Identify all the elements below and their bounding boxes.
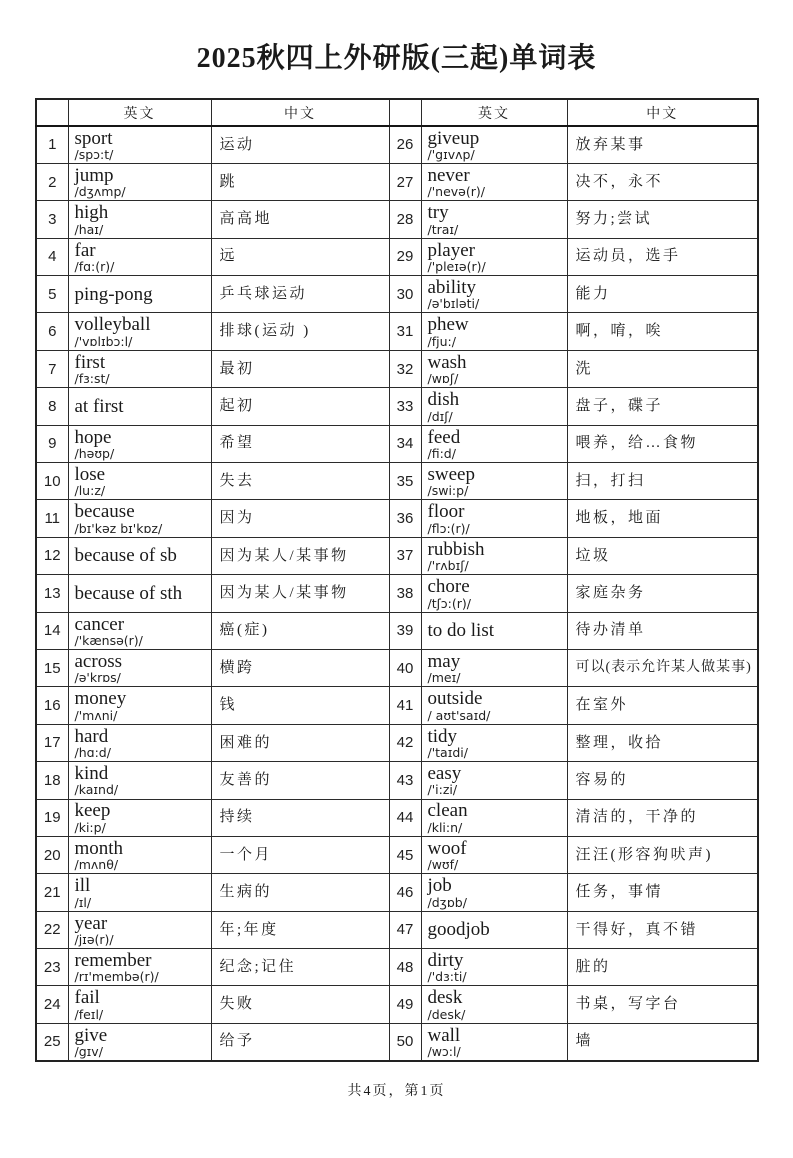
english-word: high <box>74 202 109 224</box>
entry-number: 41 <box>389 687 421 724</box>
english-cell <box>421 949 567 986</box>
entry-number: 27 <box>389 163 421 200</box>
page-footer: 共4页，第1页 <box>347 1083 446 1099</box>
table-row <box>36 163 758 200</box>
english-cell <box>68 463 211 500</box>
english-cell <box>421 612 567 649</box>
english-cell <box>68 612 211 649</box>
table-row <box>36 313 758 350</box>
english-word: giveup <box>427 127 480 149</box>
english-word: sweep <box>427 463 475 485</box>
entry-number: 16 <box>36 687 68 724</box>
phonetic: /'nevə(r)/ <box>427 184 485 200</box>
entry-number: 46 <box>389 874 421 911</box>
phonetic: /kli:n/ <box>427 819 463 835</box>
chinese-meaning: 困难的 <box>211 724 389 761</box>
chinese-meaning: 失败 <box>211 986 389 1023</box>
phonetic: /bɪ'kəz bɪ'kɒz/ <box>74 520 163 536</box>
entry-number: 49 <box>389 986 421 1023</box>
english-cell <box>421 911 567 948</box>
chinese-meaning: 运动员，选手 <box>567 238 758 275</box>
entry-number: 26 <box>389 126 421 163</box>
chinese-meaning: 汪汪(形容狗吠声) <box>567 836 758 873</box>
entry-number: 42 <box>389 724 421 761</box>
chinese-meaning: 容易的 <box>567 762 758 799</box>
english-word: player <box>427 239 475 261</box>
phonetic: /hɑ:d/ <box>74 745 111 761</box>
english-cell <box>421 163 567 200</box>
entry-number: 6 <box>36 313 68 350</box>
english-cell <box>421 724 567 761</box>
english-word: desk <box>427 987 463 1009</box>
english-word: hope <box>74 426 112 448</box>
english-cell <box>68 350 211 387</box>
chinese-meaning: 因为 <box>211 500 389 537</box>
chinese-meaning: 任务，事情 <box>567 874 758 911</box>
table-row <box>36 537 758 574</box>
english-cell <box>421 350 567 387</box>
entry-number: 31 <box>389 313 421 350</box>
phonetic: /dʒʌmp/ <box>74 184 126 200</box>
english-cell <box>68 1023 211 1060</box>
english-word: tidy <box>427 725 458 747</box>
chinese-meaning: 干得好，真不错 <box>567 911 758 948</box>
chinese-meaning: 盘子，碟子 <box>567 388 758 425</box>
english-word: rubbish <box>427 538 485 560</box>
english-cell <box>421 500 567 537</box>
entry-number: 20 <box>36 836 68 873</box>
entry-number: 30 <box>389 276 421 313</box>
table-row <box>36 350 758 387</box>
chinese-meaning: 在室外 <box>567 687 758 724</box>
chinese-meaning: 清洁的，干净的 <box>567 799 758 836</box>
english-word: lose <box>74 463 106 485</box>
header-row <box>36 99 758 126</box>
english-cell <box>68 687 211 724</box>
english-cell <box>68 799 211 836</box>
phonetic: /traɪ/ <box>427 221 459 237</box>
phonetic: /swi:p/ <box>427 483 469 499</box>
entry-number: 32 <box>389 350 421 387</box>
english-word: because <box>74 501 135 523</box>
phonetic: /wɒʃ/ <box>427 371 459 387</box>
english-word: may <box>427 650 461 672</box>
chinese-meaning: 书桌，写字台 <box>567 986 758 1023</box>
chinese-meaning: 整理，收拾 <box>567 724 758 761</box>
phonetic: /meɪ/ <box>427 670 461 686</box>
english-word: at first <box>74 395 124 417</box>
english-cell <box>68 986 211 1023</box>
chinese-meaning: 一个月 <box>211 836 389 873</box>
table-row <box>36 612 758 649</box>
english-word: phew <box>427 314 469 336</box>
entry-number: 21 <box>36 874 68 911</box>
header-chinese-left: 中文 <box>211 99 389 126</box>
english-cell <box>421 276 567 313</box>
english-cell <box>421 463 567 500</box>
chinese-meaning: 运动 <box>211 126 389 163</box>
table-row <box>36 575 758 612</box>
english-word: fail <box>74 987 100 1009</box>
chinese-meaning: 扫，打扫 <box>567 463 758 500</box>
entry-number: 4 <box>36 238 68 275</box>
english-word: goodjob <box>427 919 490 941</box>
phonetic: /mʌnθ/ <box>74 857 119 873</box>
entry-number: 25 <box>36 1023 68 1060</box>
entry-number: 33 <box>389 388 421 425</box>
english-cell <box>68 388 211 425</box>
chinese-meaning: 待办清单 <box>567 612 758 649</box>
entry-number: 35 <box>389 463 421 500</box>
chinese-meaning: 癌(症) <box>211 612 389 649</box>
phonetic: /ki:p/ <box>74 819 106 835</box>
chinese-meaning: 钱 <box>211 687 389 724</box>
chinese-meaning: 高高地 <box>211 201 389 238</box>
english-word: because of sth <box>74 582 183 604</box>
chinese-meaning: 乒乓球运动 <box>211 276 389 313</box>
table-row <box>36 500 758 537</box>
chinese-meaning: 给予 <box>211 1023 389 1060</box>
english-word: dirty <box>427 950 464 972</box>
chinese-meaning: 起初 <box>211 388 389 425</box>
entry-number: 7 <box>36 350 68 387</box>
entry-number: 19 <box>36 799 68 836</box>
english-cell <box>68 537 211 574</box>
chinese-meaning: 垃圾 <box>567 537 758 574</box>
chinese-meaning: 决不，永不 <box>567 163 758 200</box>
english-word: because of sb <box>74 545 177 567</box>
english-word: feed <box>427 426 461 448</box>
phonetic: /'mʌni/ <box>74 707 118 723</box>
english-cell <box>421 874 567 911</box>
entry-number: 10 <box>36 463 68 500</box>
english-cell <box>421 1023 567 1060</box>
chinese-meaning: 地板，地面 <box>567 500 758 537</box>
chinese-meaning: 因为某人/某事物 <box>211 575 389 612</box>
phonetic: /flɔ:(r)/ <box>427 520 470 536</box>
entry-number: 37 <box>389 537 421 574</box>
phonetic: /dʒɒb/ <box>427 894 467 910</box>
english-cell <box>421 986 567 1023</box>
phonetic: /ɪl/ <box>74 894 92 910</box>
english-cell <box>68 874 211 911</box>
table-row <box>36 276 758 313</box>
english-word: floor <box>427 501 465 523</box>
phonetic: /həʊp/ <box>74 445 115 461</box>
chinese-meaning: 失去 <box>211 463 389 500</box>
phonetic: /feɪl/ <box>74 1006 104 1022</box>
chinese-meaning: 纪念;记住 <box>211 949 389 986</box>
phonetic: /'dɜ:ti/ <box>427 969 467 985</box>
chinese-meaning: 洗 <box>567 350 758 387</box>
english-word: easy <box>427 763 462 785</box>
table-row <box>36 799 758 836</box>
english-cell <box>68 762 211 799</box>
header-english-left: 英文 <box>68 99 211 126</box>
english-cell <box>421 575 567 612</box>
phonetic: /'pleɪə(r)/ <box>427 258 486 274</box>
chinese-meaning: 喂养，给…食物 <box>567 425 758 462</box>
english-cell <box>68 575 211 612</box>
entry-number: 13 <box>36 575 68 612</box>
table-row <box>36 911 758 948</box>
header-english-right: 英文 <box>421 99 567 126</box>
entry-number: 22 <box>36 911 68 948</box>
entry-number: 14 <box>36 612 68 649</box>
english-cell <box>68 649 211 686</box>
entry-number: 15 <box>36 649 68 686</box>
entry-number: 18 <box>36 762 68 799</box>
chinese-meaning: 能力 <box>567 276 758 313</box>
english-word: sport <box>74 127 113 149</box>
table-row <box>36 836 758 873</box>
entry-number: 3 <box>36 201 68 238</box>
entry-number: 36 <box>389 500 421 537</box>
entry-number: 2 <box>36 163 68 200</box>
english-cell <box>421 762 567 799</box>
table-row <box>36 425 758 462</box>
english-word: clean <box>427 800 468 822</box>
english-cell <box>68 425 211 462</box>
chinese-meaning: 放弃某事 <box>567 126 758 163</box>
english-word: money <box>74 688 127 710</box>
english-cell <box>68 276 211 313</box>
english-word: far <box>74 239 96 261</box>
entry-number: 47 <box>389 911 421 948</box>
english-cell <box>421 425 567 462</box>
english-word: job <box>427 875 452 897</box>
chinese-meaning: 最初 <box>211 350 389 387</box>
chinese-meaning: 家庭杂务 <box>567 575 758 612</box>
chinese-meaning: 墙 <box>567 1023 758 1060</box>
entry-number: 8 <box>36 388 68 425</box>
phonetic: /spɔ:t/ <box>74 147 114 163</box>
phonetic: /'vɒlɪbɔ:l/ <box>74 333 133 349</box>
english-cell <box>421 238 567 275</box>
entry-number: 23 <box>36 949 68 986</box>
table-row <box>36 874 758 911</box>
english-cell <box>421 687 567 724</box>
phonetic: / aʊt'saɪd/ <box>427 707 491 723</box>
entry-number: 34 <box>389 425 421 462</box>
chinese-meaning: 脏的 <box>567 949 758 986</box>
entry-number: 9 <box>36 425 68 462</box>
phonetic: /dɪʃ/ <box>427 408 453 424</box>
table-row <box>36 986 758 1023</box>
english-word: never <box>427 164 470 186</box>
chinese-meaning: 因为某人/某事物 <box>211 537 389 574</box>
entry-number: 24 <box>36 986 68 1023</box>
entry-number: 40 <box>389 649 421 686</box>
phonetic: /wʊf/ <box>427 857 459 873</box>
phonetic: /fɜ:st/ <box>74 371 110 387</box>
english-word: to do list <box>427 620 495 642</box>
phonetic: /jɪə(r)/ <box>74 932 114 948</box>
entry-number: 43 <box>389 762 421 799</box>
chinese-meaning: 啊，唷，唉 <box>567 313 758 350</box>
header-number-left <box>36 99 68 126</box>
english-word: across <box>74 650 122 672</box>
english-cell <box>421 388 567 425</box>
english-word: remember <box>74 950 152 972</box>
english-cell <box>68 238 211 275</box>
english-word: volleyball <box>74 314 151 336</box>
english-word: woof <box>427 837 467 859</box>
phonetic: /haɪ/ <box>74 221 104 237</box>
chinese-meaning: 希望 <box>211 425 389 462</box>
english-cell <box>421 537 567 574</box>
english-cell <box>68 724 211 761</box>
english-cell <box>421 836 567 873</box>
header-chinese-right: 中文 <box>567 99 758 126</box>
entry-number: 5 <box>36 276 68 313</box>
entry-number: 1 <box>36 126 68 163</box>
chinese-meaning: 横跨 <box>211 649 389 686</box>
english-word: wall <box>427 1024 461 1046</box>
english-cell <box>421 649 567 686</box>
english-cell <box>68 911 211 948</box>
phonetic: /gɪv/ <box>74 1043 103 1059</box>
table-row <box>36 649 758 686</box>
entry-number: 38 <box>389 575 421 612</box>
entry-number: 50 <box>389 1023 421 1060</box>
table-row <box>36 126 758 163</box>
phonetic: /fi:d/ <box>427 445 456 461</box>
phonetic: /'kænsə(r)/ <box>74 632 143 648</box>
entry-number: 48 <box>389 949 421 986</box>
phonetic: /kaɪnd/ <box>74 782 119 798</box>
english-word: outside <box>427 688 483 710</box>
header-number-right <box>389 99 421 126</box>
english-word: keep <box>74 800 111 822</box>
phonetic: /tʃɔ:(r)/ <box>427 595 471 611</box>
english-word: jump <box>74 164 114 186</box>
phonetic: /lu:z/ <box>74 483 106 499</box>
chinese-meaning: 排球(运动 ) <box>211 313 389 350</box>
english-word: ill <box>74 875 91 897</box>
english-cell <box>68 126 211 163</box>
chinese-meaning: 持续 <box>211 799 389 836</box>
entry-number: 44 <box>389 799 421 836</box>
page-title: 2025秋四上外研版(三起)单词表 <box>196 43 597 74</box>
phonetic: /desk/ <box>427 1006 466 1022</box>
english-cell <box>68 201 211 238</box>
chinese-meaning: 友善的 <box>211 762 389 799</box>
phonetic: /wɔ:l/ <box>427 1043 461 1059</box>
table-row <box>36 687 758 724</box>
vocab-table-body <box>36 126 758 1061</box>
english-word: give <box>74 1024 108 1046</box>
english-cell <box>68 313 211 350</box>
english-cell <box>68 163 211 200</box>
english-cell <box>421 799 567 836</box>
table-row <box>36 238 758 275</box>
english-cell <box>421 126 567 163</box>
english-cell <box>68 836 211 873</box>
english-word: ability <box>427 277 477 298</box>
english-word: dish <box>427 389 460 411</box>
chinese-meaning: 努力;尝试 <box>567 201 758 238</box>
table-header <box>36 99 758 126</box>
entry-number: 11 <box>36 500 68 537</box>
english-word: first <box>74 351 106 373</box>
english-cell <box>68 949 211 986</box>
chinese-meaning: 年;年度 <box>211 911 389 948</box>
english-cell <box>68 500 211 537</box>
english-cell <box>421 313 567 350</box>
chinese-meaning: 可以(表示允许某人做某事) <box>567 649 758 686</box>
chinese-meaning: 跳 <box>211 163 389 200</box>
phonetic: /'taɪdi/ <box>427 745 468 761</box>
table-row <box>36 762 758 799</box>
table-row <box>36 388 758 425</box>
english-word: hard <box>74 725 109 747</box>
english-word: cancer <box>74 613 125 635</box>
phonetic: /'i:zi/ <box>427 782 458 798</box>
phonetic: /'gɪvʌp/ <box>427 147 475 163</box>
phonetic: /fju:/ <box>427 333 456 349</box>
entry-number: 45 <box>389 836 421 873</box>
english-cell <box>421 201 567 238</box>
entry-number: 28 <box>389 201 421 238</box>
chinese-meaning: 远 <box>211 238 389 275</box>
vocab-table <box>35 98 759 1062</box>
table-row <box>36 201 758 238</box>
table-row <box>36 724 758 761</box>
table-row <box>36 463 758 500</box>
english-word: kind <box>74 763 109 785</box>
phonetic: /ə'krɒs/ <box>74 670 121 686</box>
entry-number: 17 <box>36 724 68 761</box>
phonetic: /rɪ'membə(r)/ <box>74 969 159 985</box>
table-row <box>36 1023 758 1060</box>
chinese-meaning: 生病的 <box>211 874 389 911</box>
entry-number: 12 <box>36 537 68 574</box>
english-word: wash <box>427 351 467 373</box>
phonetic: /fɑ:(r)/ <box>74 258 115 274</box>
phonetic: /ə'bɪləti/ <box>427 296 480 312</box>
entry-number: 39 <box>389 612 421 649</box>
english-word: year <box>74 912 108 934</box>
english-word: try <box>427 202 449 224</box>
table-row <box>36 949 758 986</box>
english-word: month <box>74 837 124 859</box>
english-word: chore <box>427 576 470 598</box>
phonetic: /'rʌbɪʃ/ <box>427 558 469 574</box>
english-word: ping-pong <box>74 283 153 305</box>
entry-number: 29 <box>389 238 421 275</box>
